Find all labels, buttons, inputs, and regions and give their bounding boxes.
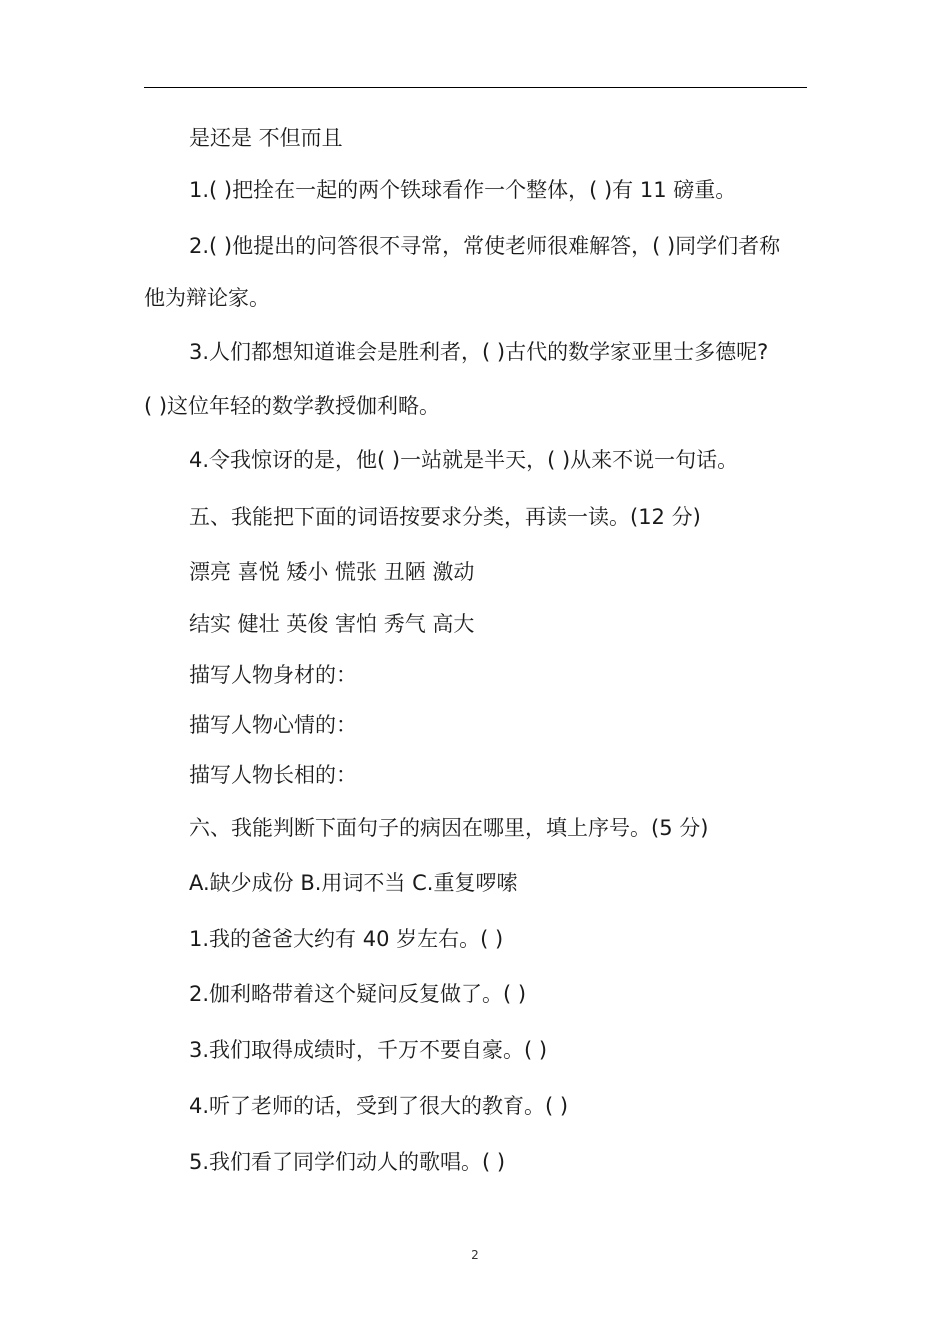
question-4-item-1: 1.( )把拴在一起的两个铁球看作一个整体，( )有 11 磅重。	[189, 178, 737, 202]
error-type-options: A.缺少成份 B.用词不当 C.重复啰嗦	[189, 871, 518, 895]
section-6-heading: 六、我能判断下面句子的病因在哪里，填上序号。(5 分)	[189, 816, 709, 840]
section-6-item-4: 4.听了老师的话，受到了很大的教育。( )	[189, 1094, 569, 1118]
question-4-item-3-cont: ( )这位年轻的数学教授伽利略。	[144, 394, 441, 418]
section-5-heading: 五、我能把下面的词语按要求分类，再读一读。(12 分)	[189, 505, 701, 529]
question-4-item-3: 3.人们都想知道谁会是胜利者，( )古代的数学家亚里士多德呢?	[189, 340, 769, 364]
section-6-item-3: 3.我们取得成绩时，千万不要自豪。( )	[189, 1038, 548, 1062]
question-4-item-4: 4.令我惊讶的是，他( )一站就是半天，( )从来不说一句话。	[189, 448, 739, 472]
section-6-item-5: 5.我们看了同学们动人的歌唱。( )	[189, 1150, 506, 1174]
conjunction-options: 是还是 不但而且	[189, 126, 343, 150]
question-4-item-2: 2.( )他提出的问答很不寻常，常使老师很难解答，( )同学们者称	[189, 234, 781, 258]
section-6-item-1: 1.我的爸爸大约有 40 岁左右。( )	[189, 927, 504, 951]
category-looks: 描写人物长相的：	[189, 763, 357, 787]
word-list-2: 结实 健壮 英俊 害怕 秀气 高大	[189, 612, 475, 636]
page-number: 2	[471, 1248, 479, 1262]
question-4-item-2-cont: 他为辩论家。	[144, 286, 270, 310]
category-build: 描写人物身材的：	[189, 663, 357, 687]
category-mood: 描写人物心情的：	[189, 713, 357, 737]
header-rule	[144, 87, 807, 88]
section-6-item-2: 2.伽利略带着这个疑问反复做了。( )	[189, 982, 527, 1006]
word-list-1: 漂亮 喜悦 矮小 慌张 丑陋 激动	[189, 560, 475, 584]
